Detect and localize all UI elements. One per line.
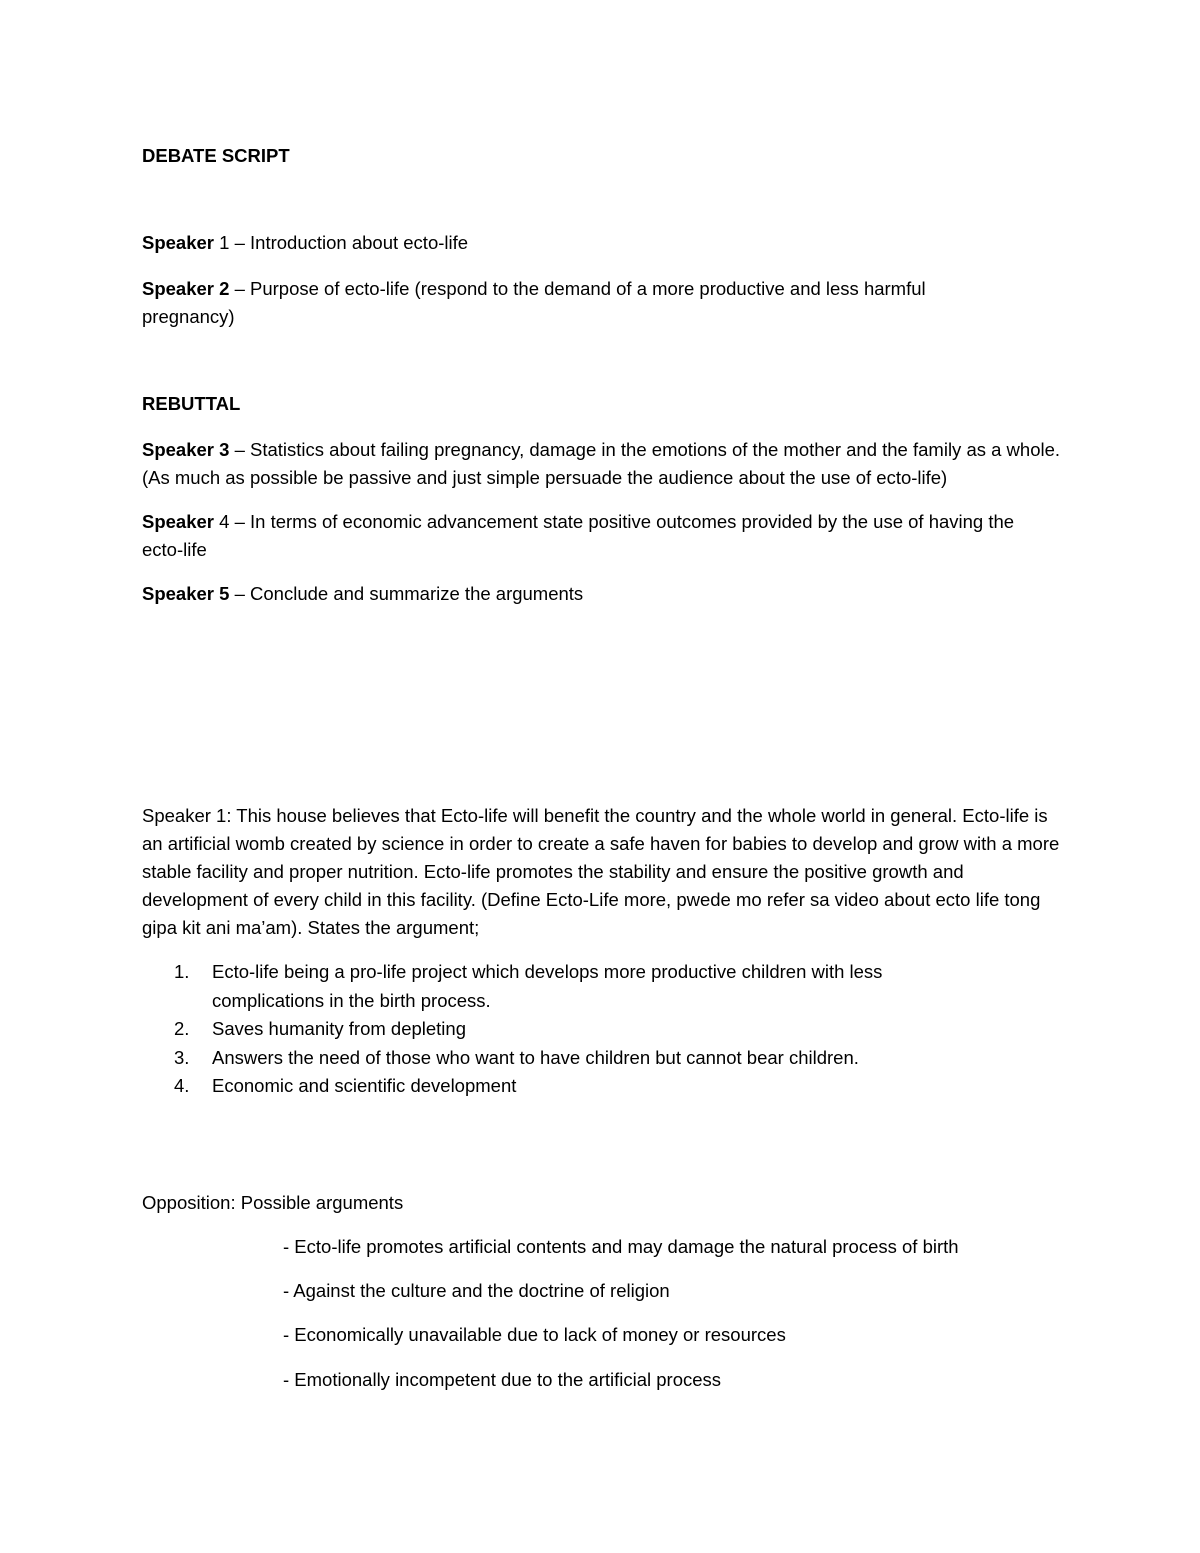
speaker-number: 3	[219, 439, 230, 460]
speaker-label: Speaker	[142, 439, 214, 460]
speaker-number: 1	[219, 232, 230, 253]
list-text: Economic and scientific development	[212, 1075, 517, 1096]
arguments-list	[142, 958, 942, 1101]
dash: –	[229, 278, 251, 299]
list-number: 1.	[174, 961, 190, 982]
dash: –	[229, 439, 251, 460]
list-item	[142, 958, 942, 1015]
speaker-label: Speaker	[142, 232, 214, 253]
speaker-number: 4	[219, 511, 230, 532]
speaker-label: Speaker	[142, 511, 214, 532]
list-number: 4.	[174, 1075, 190, 1096]
list-number: 2.	[174, 1018, 190, 1039]
list-item	[142, 1044, 942, 1073]
speaker-1-paragraph: Speaker 1: This house believes that Ecto-life will benefit the country and the whole world in general. Ecto-life is an artificial womb created by science in order to create a safe haven for babies to develop and grow with a more stable facility and proper nutrition. Ecto-life promotes the stability and ensure the positive growth and development of every child in this facility. (Define Ecto-Life more, pwede mo refer sa video about ecto life tong gipa kit ani ma’am). States the argument;	[142, 805, 1060, 938]
speaker-number: 2	[219, 278, 230, 299]
dash: –	[229, 583, 251, 604]
speaker-label: Speaker	[142, 278, 214, 299]
list-item	[142, 1015, 942, 1044]
list-text: Saves humanity from depleting	[212, 1018, 466, 1039]
opposition-item: - Emotionally incompetent due to the artificial process	[283, 1369, 722, 1390]
speaker-description: Purpose of ecto-life (respond to the demand of a more productive and less harmful pregnancy)	[142, 278, 926, 327]
speaker-1-line	[142, 229, 1072, 257]
list-text: Answers the need of those who want to have children but cannot bear children.	[212, 1046, 859, 1068]
speaker-description: In terms of economic advancement state positive outcomes provided by the use of having the ecto-life	[142, 511, 1015, 560]
speaker-5-line	[142, 580, 1072, 608]
opposition-heading: Opposition: Possible arguments	[142, 1192, 404, 1213]
speaker-description: Statistics about failing pregnancy, damage in the emotions of the mother and the family as a whole. (As much as possible be passive and just simple persuade the audience about the use of ecto-life)	[142, 439, 1061, 488]
speaker-description: Introduction about ecto-life	[250, 232, 469, 253]
speaker-description: Conclude and summarize the arguments	[250, 583, 584, 604]
list-item	[142, 1072, 942, 1101]
dash: –	[229, 232, 251, 253]
speaker-number: 5	[219, 583, 230, 604]
rebuttal-heading: REBUTTAL	[142, 393, 241, 414]
opposition-item: - Economically unavailable due to lack of money or resources	[283, 1324, 786, 1345]
speaker-2-line	[142, 275, 1002, 331]
speaker-label: Speaker	[142, 583, 214, 604]
list-number: 3.	[174, 1046, 190, 1068]
opposition-item: - Ecto-life promotes artificial contents and may damage the natural process of birth	[283, 1236, 959, 1257]
speaker-4-line	[142, 508, 1047, 564]
list-text: Ecto-life being a pro-life project which develops more productive children with less complications in the birth process.	[212, 961, 883, 1011]
dash: –	[229, 511, 251, 532]
speaker-3-line	[142, 436, 1067, 492]
document-title: DEBATE SCRIPT	[142, 145, 290, 166]
opposition-item: - Against the culture and the doctrine of religion	[283, 1280, 670, 1301]
